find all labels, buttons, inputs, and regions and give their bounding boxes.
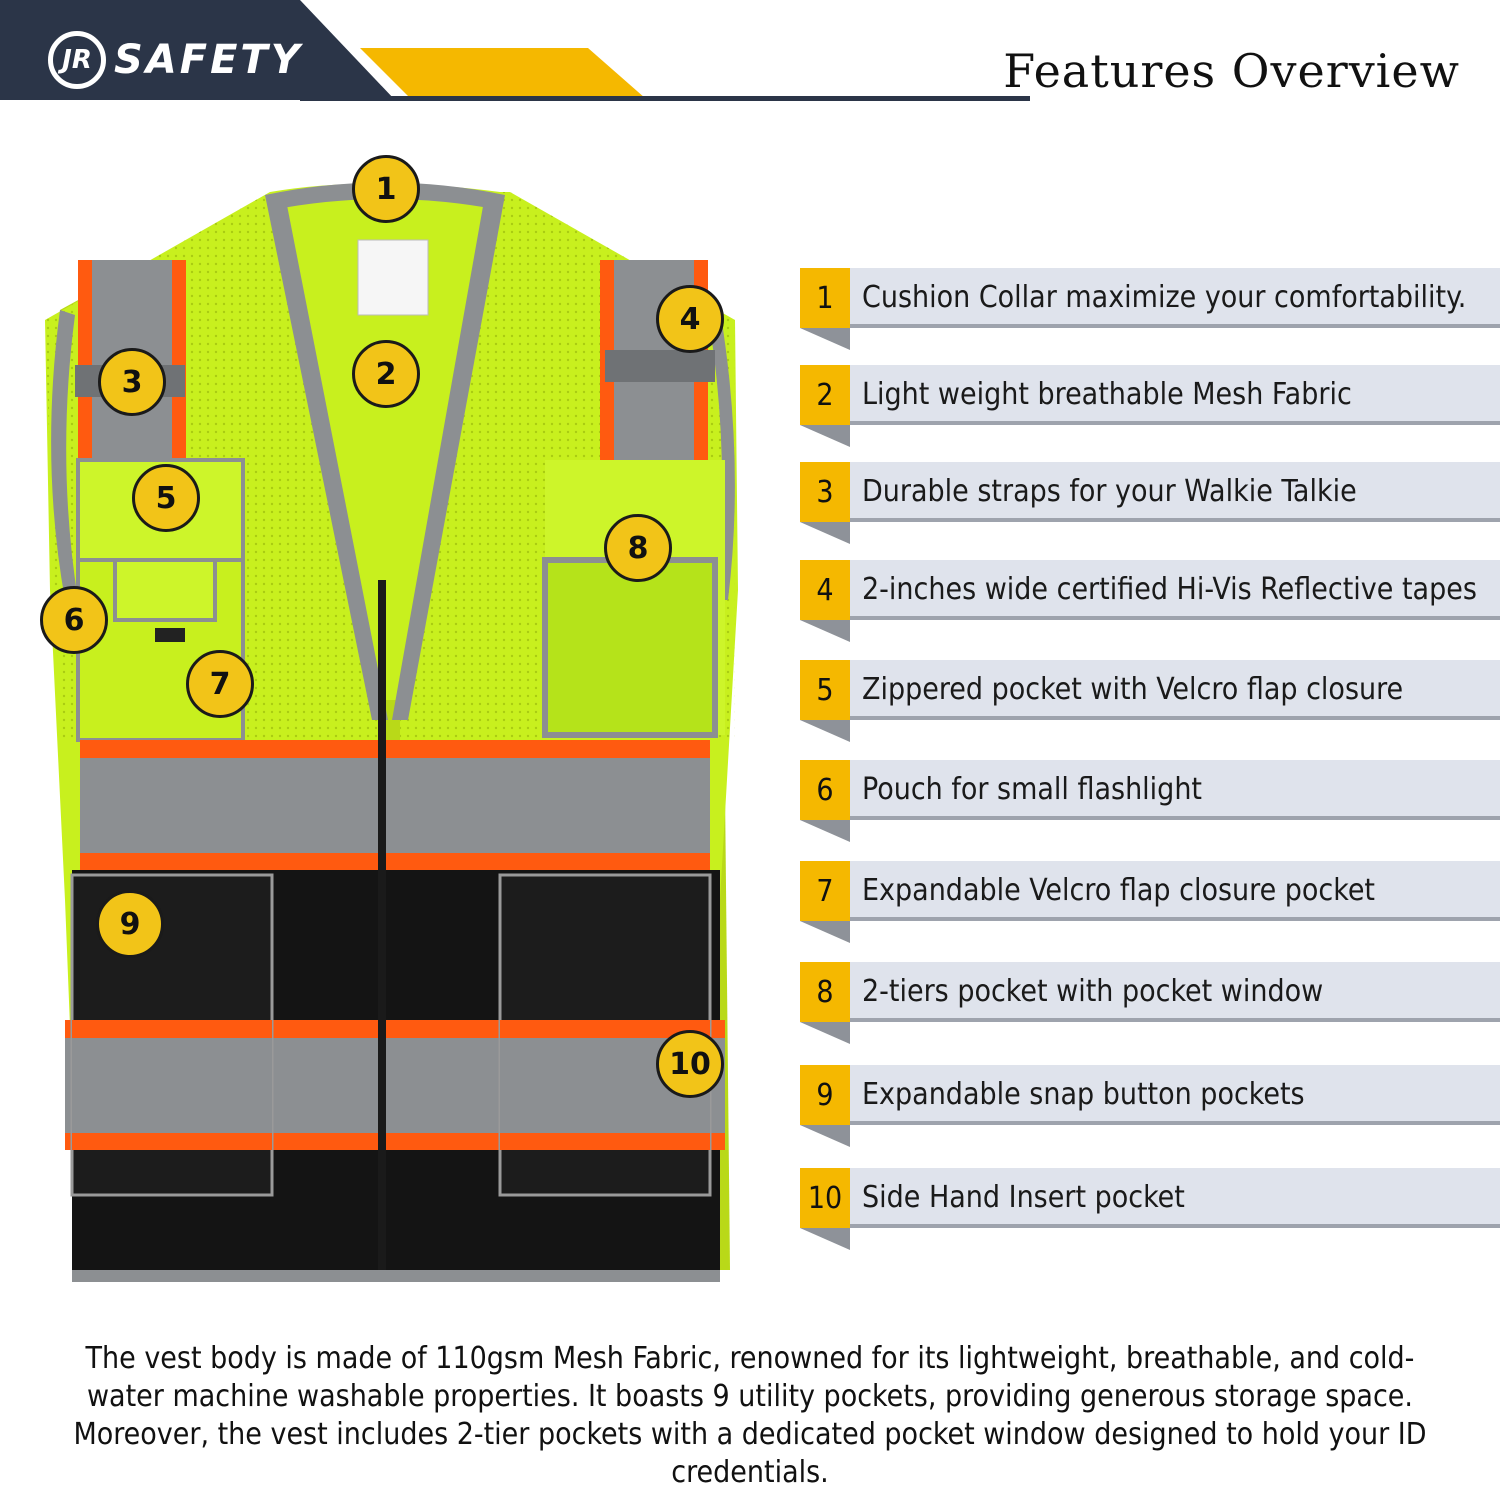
feature-badge-3: 3 bbox=[98, 348, 166, 416]
feature-item-2 bbox=[800, 365, 1500, 451]
feature-tail bbox=[800, 1125, 850, 1147]
feature-item-10 bbox=[800, 1168, 1500, 1254]
vest-illustration bbox=[20, 140, 760, 1300]
brand-logo bbox=[48, 30, 303, 90]
feature-item-1 bbox=[800, 268, 1500, 354]
feature-tail bbox=[800, 522, 850, 544]
feature-tail bbox=[800, 1022, 850, 1044]
feature-number: 3 bbox=[800, 462, 850, 522]
feature-number: 9 bbox=[800, 1065, 850, 1125]
feature-number: 4 bbox=[800, 560, 850, 620]
feature-text: 2-inches wide certified Hi-Vis Reflective tapes bbox=[862, 572, 1477, 607]
feature-text: Durable straps for your Walkie Talkie bbox=[862, 474, 1357, 509]
logo-mark: JR bbox=[48, 31, 106, 89]
feature-badge-6: 6 bbox=[40, 586, 108, 654]
feature-badge-2: 2 bbox=[352, 340, 420, 408]
feature-text: Expandable Velcro flap closure pocket bbox=[862, 873, 1376, 908]
feature-tail bbox=[800, 720, 850, 742]
feature-tail bbox=[800, 1228, 850, 1250]
feature-item-4 bbox=[800, 560, 1500, 646]
feature-number: 10 bbox=[800, 1168, 850, 1228]
feature-tail bbox=[800, 425, 850, 447]
feature-badge-10: 10 bbox=[656, 1030, 724, 1098]
feature-number: 5 bbox=[800, 660, 850, 720]
logo-text: SAFETY bbox=[114, 37, 303, 83]
feature-tail bbox=[800, 820, 850, 842]
feature-tail bbox=[800, 328, 850, 350]
feature-text: Expandable snap button pockets bbox=[862, 1077, 1305, 1112]
feature-item-9 bbox=[800, 1065, 1500, 1151]
feature-badge-9: 9 bbox=[96, 890, 164, 958]
feature-item-5 bbox=[800, 660, 1500, 746]
product-description: The vest body is made of 110gsm Mesh Fabric, renowned for its lightweight, breathable, and cold-water machine washable properties. It boasts 9 utility pockets, providing generous storage space. Moreover, the vest includes 2-tier pockets with a dedicated pocket window designed to hold your ID credentials. bbox=[73, 1341, 1427, 1490]
feature-item-7 bbox=[800, 861, 1500, 947]
header-banner bbox=[0, 0, 1500, 110]
feature-tail bbox=[800, 620, 850, 642]
feature-badge-7: 7 bbox=[186, 650, 254, 718]
feature-item-8 bbox=[800, 962, 1500, 1048]
vest-image bbox=[20, 140, 760, 1300]
feature-text: Pouch for small flashlight bbox=[862, 772, 1203, 807]
feature-badge-8: 8 bbox=[604, 514, 672, 582]
feature-item-3 bbox=[800, 462, 1500, 548]
feature-badge-5: 5 bbox=[132, 464, 200, 532]
feature-badge-1: 1 bbox=[352, 155, 420, 223]
feature-number: 8 bbox=[800, 962, 850, 1022]
feature-text: Cushion Collar maximize your comfortability. bbox=[862, 280, 1467, 315]
feature-text: 2-tiers pocket with pocket window bbox=[862, 974, 1324, 1009]
feature-text: Light weight breathable Mesh Fabric bbox=[862, 377, 1352, 412]
feature-text: Side Hand Insert pocket bbox=[862, 1180, 1185, 1215]
page-title: Features Overview bbox=[1003, 44, 1460, 98]
feature-number: 6 bbox=[800, 760, 850, 820]
feature-number: 2 bbox=[800, 365, 850, 425]
feature-number: 7 bbox=[800, 861, 850, 921]
feature-item-6 bbox=[800, 760, 1500, 846]
feature-badge-4: 4 bbox=[656, 285, 724, 353]
feature-text: Zippered pocket with Velcro flap closure bbox=[862, 672, 1404, 707]
feature-number: 1 bbox=[800, 268, 850, 328]
feature-tail bbox=[800, 921, 850, 943]
